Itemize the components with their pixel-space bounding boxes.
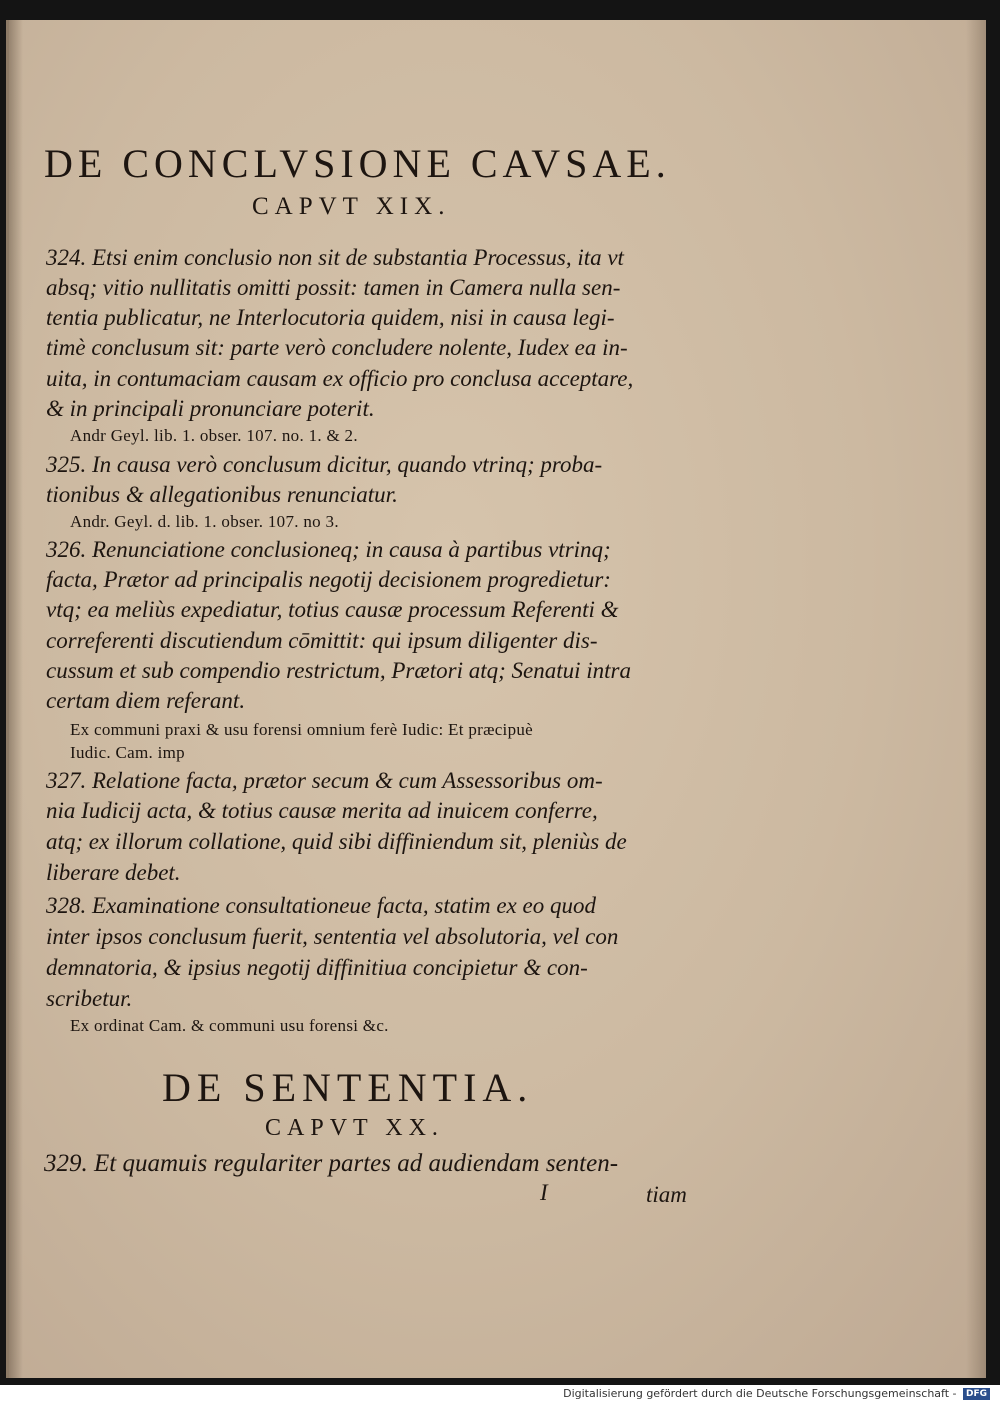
paragraph-line: timè conclusum sit: parte verò concludere nolente, Iudex ea in- — [46, 335, 628, 360]
chapter-subtitle: CAPVT XX. — [265, 1115, 444, 1141]
gutter-shadow — [9, 20, 23, 1378]
signature-mark: I — [540, 1180, 548, 1205]
paragraph-line: scribetur. — [46, 986, 133, 1011]
paragraph-line: vtq; ea meliùs expediatur, totius causæ processum Referenti & — [46, 597, 619, 622]
paragraph-line: atq; ex illorum collatione, quid sibi diffiniendum sit, pleniùs de — [46, 829, 627, 854]
paragraph-line: uita, in contumaciam causam ex officio pro conclusa acceptare, — [46, 366, 634, 391]
paragraph-line: cussum et sub compendio restrictum, Prætori atq; Senatui intra — [46, 658, 631, 683]
paragraph-line: tionibus & allegationibus renunciatur. — [46, 482, 398, 507]
dfg-logo: DFG — [963, 1388, 990, 1400]
credit-text: Digitalisierung gefördert durch die Deutsche Forschungsgemeinschaft - — [563, 1387, 957, 1400]
digitization-credit — [563, 1387, 990, 1400]
chapter-title: DE CONCLVSIONE CAVSAE. — [44, 141, 671, 186]
paragraph-line: nia Iudicij acta, & totius causæ merita ad inuicem conferre, — [46, 798, 598, 823]
paragraph-line: 325. In causa verò conclusum dicitur, quando vtrinq; proba- — [46, 452, 603, 477]
paragraph-line: 328. Examinatione consultationeue facta, statim ex eo quod — [46, 893, 596, 918]
chapter-title: DE SENTENTIA. — [162, 1065, 534, 1110]
citation-note: Andr Geyl. lib. 1. obser. 107. no. 1. & 2. — [70, 426, 358, 445]
paragraph-line: inter ipsos conclusum fuerit, sententia vel absolutoria, vel con — [46, 924, 619, 949]
citation-note: Iudic. Cam. imp — [70, 743, 185, 762]
paragraph-line: liberare debet. — [46, 860, 181, 885]
paragraph-line: & in principali pronunciare poterit. — [46, 396, 375, 421]
citation-note: Ex ordinat Cam. & communi usu forensi &c. — [70, 1016, 389, 1035]
paragraph-line: correferenti discutiendum cōmittit: qui ipsum diligenter dis- — [46, 628, 598, 653]
catchword: tiam — [646, 1182, 687, 1207]
page-edge-shadow — [966, 20, 986, 1378]
paragraph-line: 329. Et quamuis regulariter partes ad audiendam senten- — [44, 1150, 619, 1177]
paragraph-line: 324. Etsi enim conclusio non sit de substantia Processus, ita vt — [46, 245, 624, 270]
paragraph-line: certam diem referant. — [46, 688, 246, 713]
citation-note: Ex communi praxi & usu forensi omnium ferè Iudic: Et præcipuè — [70, 720, 534, 739]
paragraph-line: tentia publicatur, ne Interlocutoria quidem, nisi in causa legi- — [46, 305, 615, 330]
paragraph-line: demnatoria, & ipsius negotij diffinitiua concipietur & con- — [46, 955, 588, 980]
paragraph-line: 326. Renunciatione conclusioneq; in causa à partibus vtrinq; — [46, 537, 611, 562]
paragraph-line: facta, Prætor ad principalis negotij decisionem progredietur: — [46, 567, 611, 592]
chapter-subtitle: CAPVT XIX. — [252, 193, 451, 220]
citation-note: Andr. Geyl. d. lib. 1. obser. 107. no 3. — [70, 512, 339, 531]
paragraph-line: 327. Relatione facta, prætor secum & cum Assessoribus om- — [46, 768, 603, 793]
paragraph-line: absq; vitio nullitatis omitti possit: tamen in Camera nulla sen- — [46, 275, 621, 300]
